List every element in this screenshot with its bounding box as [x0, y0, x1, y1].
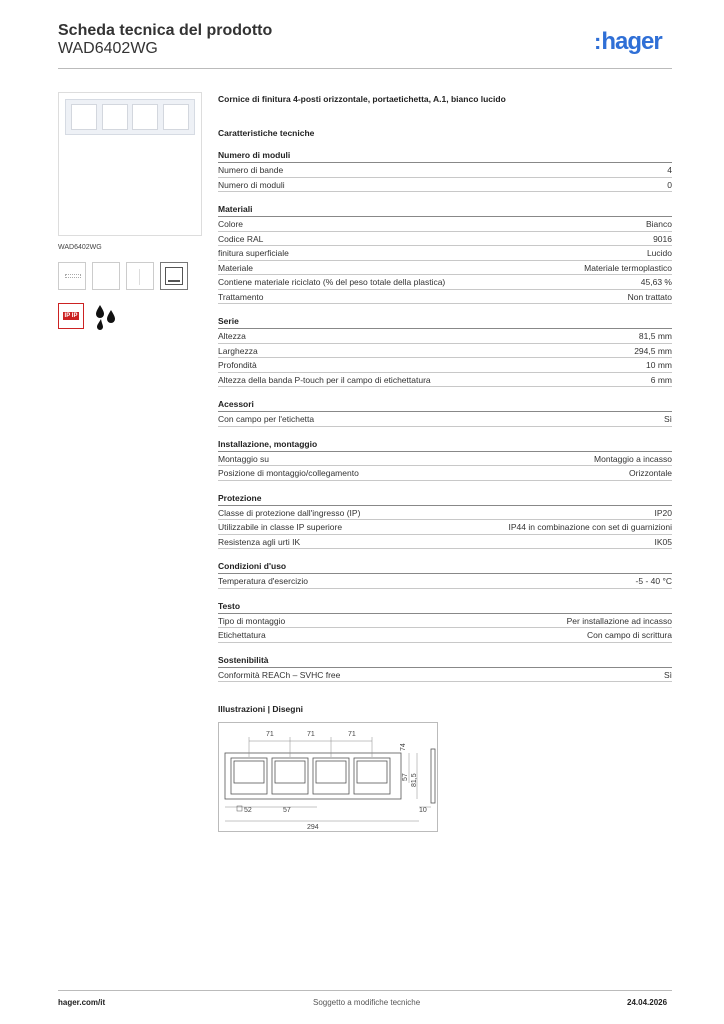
spec-value: Lucido	[646, 248, 672, 258]
spec-label: Altezza della banda P-touch per il campo di etichettatura	[218, 374, 431, 385]
footer-date: 24.04.2026	[627, 998, 668, 1007]
dim-top-1: 71	[266, 731, 274, 738]
page-title: Scheda tecnica del prodotto	[58, 22, 273, 39]
spec-label: Classe di protezione dall'ingresso (IP)	[218, 507, 361, 518]
frame-cell	[71, 104, 97, 130]
product-image	[58, 92, 202, 236]
product-description: Cornice di finitura 4-posti orizzontale, portaetichetta, A.1, bianco lucido	[218, 94, 506, 104]
spec-row	[218, 290, 672, 305]
spec-value: Bianco	[646, 219, 672, 229]
spec-value: 6 mm	[650, 374, 672, 385]
spec-label: Tipo di montaggio	[218, 615, 286, 626]
view-thumbnail-side[interactable]	[126, 262, 154, 290]
spec-value: Montaggio a incasso	[594, 453, 672, 464]
spec-row	[218, 614, 672, 629]
spec-label: finitura superficiale	[218, 248, 289, 258]
spec-section	[218, 601, 672, 643]
spec-value: Sì	[663, 414, 672, 424]
dim-57-bottom: 57	[283, 807, 291, 814]
section-title: Testo	[218, 601, 672, 614]
section-title: Serie	[218, 316, 672, 329]
water-drops-icon	[92, 302, 120, 330]
section-title: Acessori	[218, 399, 672, 412]
spec-label: Con campo per l'etichetta	[218, 414, 315, 424]
product-code: WAD6402WG	[58, 40, 158, 57]
spec-value: 0	[667, 179, 672, 190]
spec-label: Larghezza	[218, 345, 258, 356]
spec-row	[218, 217, 672, 232]
spec-value: IP20	[654, 507, 672, 518]
spec-value: 4	[667, 165, 672, 175]
spec-label: Etichettatura	[218, 630, 266, 640]
spec-sections	[218, 150, 672, 682]
spec-section	[218, 150, 672, 192]
dim-294: 294	[307, 824, 319, 831]
spec-value: 81,5 mm	[638, 331, 672, 341]
footer-website-link[interactable]: hager.com/it	[58, 998, 106, 1007]
dim-10: 10	[419, 807, 427, 814]
dim-81-5: 81,5	[411, 773, 418, 787]
logo-dots: :	[594, 29, 601, 54]
spec-label: Trattamento	[218, 291, 264, 302]
spec-row	[218, 329, 672, 344]
footer-disclaimer: Soggetto a modifiche tecniche	[313, 998, 421, 1007]
footer-divider	[58, 990, 672, 991]
hager-logo	[594, 28, 662, 56]
spec-row	[218, 466, 672, 481]
spec-value: Sì	[663, 669, 672, 680]
spec-row	[218, 232, 672, 247]
ip-badge-label: IP IP	[64, 313, 78, 319]
spec-sheet	[218, 94, 672, 682]
spec-row	[218, 275, 672, 290]
spec-value: 294,5 mm	[634, 345, 672, 356]
spec-label: Numero di bande	[218, 165, 284, 175]
spec-label: Posizione di montaggio/collegamento	[218, 468, 359, 478]
frame-illustration	[65, 99, 195, 135]
spec-row	[218, 574, 672, 589]
dim-top-2: 71	[307, 731, 315, 738]
tech-characteristics-heading: Caratteristiche tecniche	[218, 128, 315, 138]
dim-74: 74	[400, 743, 407, 751]
header-divider	[58, 68, 672, 69]
spec-section	[218, 561, 672, 589]
spec-row	[218, 535, 672, 550]
spec-row	[218, 668, 672, 683]
spec-section	[218, 655, 672, 683]
spec-section	[218, 316, 672, 387]
spec-section	[218, 439, 672, 481]
dim-top-3: 71	[348, 731, 356, 738]
spec-section	[218, 204, 672, 304]
spec-row	[218, 628, 672, 643]
ip-rating-icon	[58, 303, 84, 329]
spec-label: Colore	[218, 219, 244, 229]
spec-row	[218, 178, 672, 193]
spec-label: Temperatura d'esercizio	[218, 576, 308, 586]
spec-label: Utilizzabile in classe IP superiore	[218, 522, 343, 532]
spec-label: Altezza	[218, 331, 246, 341]
spec-section	[218, 493, 672, 550]
section-title: Installazione, montaggio	[218, 439, 672, 452]
section-title: Numero di moduli	[218, 150, 672, 163]
view-thumbnail-front[interactable]	[58, 262, 86, 290]
frame-cell	[163, 104, 189, 130]
spec-value: 9016	[653, 233, 672, 244]
spec-value: Orizzontale	[629, 468, 672, 478]
section-title: Materiali	[218, 204, 672, 217]
spec-row	[218, 246, 672, 261]
spec-row	[218, 452, 672, 467]
spec-value: Non trattato	[627, 291, 672, 302]
certification-badges	[58, 302, 120, 330]
spec-row	[218, 412, 672, 427]
spec-label: Profondità	[218, 360, 257, 370]
spec-label: Conformità REACh – SVHC free	[218, 669, 341, 680]
view-thumbnail-symbol[interactable]	[160, 262, 188, 290]
frame-cell	[132, 104, 158, 130]
logo-text: hager	[601, 28, 662, 55]
spec-value: IK05	[654, 536, 672, 547]
spec-row	[218, 344, 672, 359]
frame-cell	[102, 104, 128, 130]
spec-label: Numero di moduli	[218, 179, 285, 190]
dimension-drawing	[219, 723, 439, 833]
illustrations-heading: Illustrazioni | Disegni	[218, 704, 304, 714]
spec-row	[218, 373, 672, 388]
spec-label: Materiale	[218, 262, 253, 273]
image-caption: WAD6402WG	[58, 244, 102, 251]
spec-value: Con campo di scrittura	[586, 630, 672, 640]
section-title: Sostenibilità	[218, 655, 672, 668]
technical-drawing	[218, 722, 438, 832]
view-thumbnails	[58, 262, 188, 290]
dim-52: 52	[244, 807, 252, 814]
section-title: Protezione	[218, 493, 672, 506]
spec-row	[218, 506, 672, 521]
spec-row	[218, 358, 672, 373]
dim-57: 57	[402, 773, 409, 781]
spec-label: Contiene materiale riciclato (% del peso totale della plastica)	[218, 277, 446, 287]
spec-value: IP44 in combinazione con set di guarnizioni	[508, 522, 672, 532]
view-thumbnail-blank[interactable]	[92, 262, 120, 290]
spec-row	[218, 520, 672, 535]
spec-section	[218, 399, 672, 427]
spec-value: -5 - 40 °C	[635, 576, 672, 586]
spec-row	[218, 261, 672, 276]
spec-label: Resistenza agli urti IK	[218, 536, 301, 547]
spec-label: Montaggio su	[218, 453, 270, 464]
spec-label: Codice RAL	[218, 233, 264, 244]
spec-value: 45,63 %	[640, 277, 672, 287]
spec-row	[218, 163, 672, 178]
spec-value: Per installazione ad incasso	[566, 615, 672, 626]
section-title: Condizioni d'uso	[218, 561, 672, 574]
spec-value: Materiale termoplastico	[584, 262, 672, 273]
spec-value: 10 mm	[646, 360, 672, 370]
